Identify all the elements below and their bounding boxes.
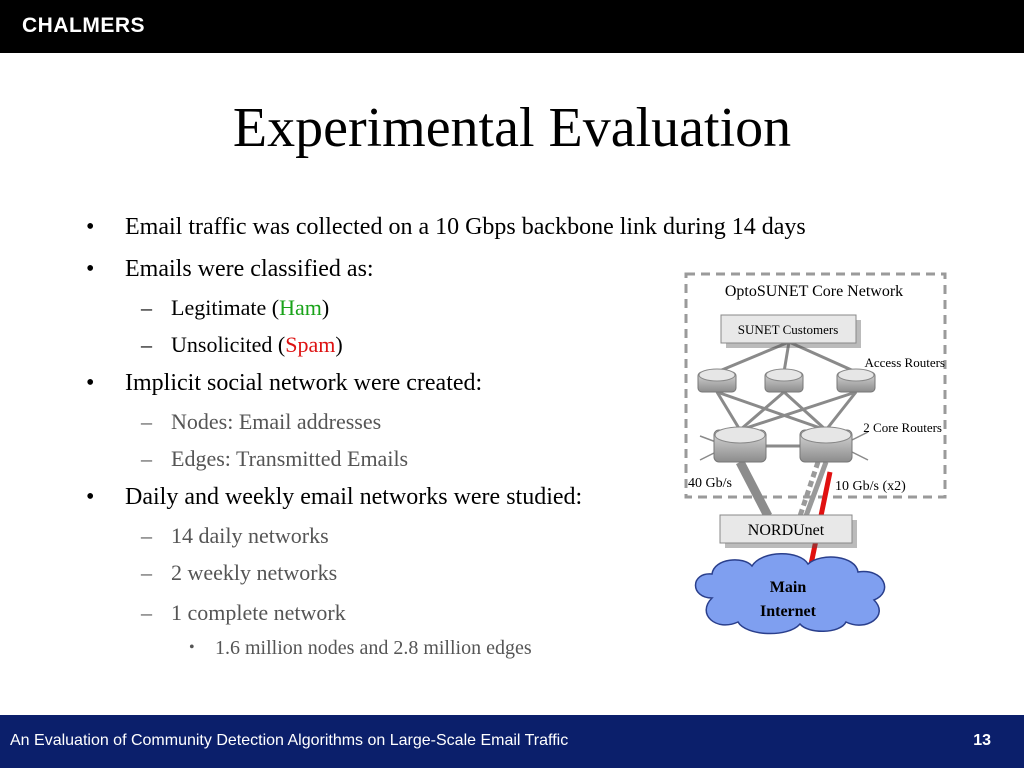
bullet-text: Daily and weekly email networks were studied: [125, 484, 583, 510]
access-router-3 [837, 369, 875, 392]
sub-bullet-dash: – [141, 600, 152, 625]
network-title: OptoSUNET Core Network [724, 283, 904, 300]
bullet-implicit-network [86, 370, 483, 397]
header-bar [0, 0, 1024, 53]
sub-bullet-prefix: Unsolicited ( [171, 332, 286, 357]
access-router-1 [698, 369, 736, 392]
sub-bullet-edges [141, 446, 409, 472]
bullet-email-traffic [86, 214, 806, 241]
sub-bullet-dash: – [141, 446, 152, 471]
sub-bullet-text: Edges: Transmitted Emails [171, 446, 409, 471]
link-10g-label: 10 Gb/s (x2) [835, 479, 906, 494]
bullet-dot: • [86, 370, 95, 396]
nordunet-label: NORDUnet [747, 522, 825, 539]
cloud-label-line1: Main [769, 579, 807, 596]
chalmers-logo: CHALMERS [22, 14, 145, 37]
access-router-2 [765, 369, 803, 392]
sub-bullet-dash: – [141, 295, 152, 320]
bullet-dot: • [189, 639, 195, 656]
sub-bullet-suffix: ) [321, 295, 330, 320]
sub-bullet-nodes [141, 409, 382, 435]
sub-bullet-prefix: Legitimate ( [171, 295, 280, 320]
bullet-classified [86, 256, 374, 283]
sub-bullet-text: 1 complete network [171, 600, 346, 625]
network-diagram [680, 268, 960, 638]
sub-bullet-dash: – [141, 409, 152, 434]
nordunet-box [720, 515, 857, 548]
sub-bullet-complete [141, 600, 346, 626]
sub-bullet-daily [141, 523, 329, 549]
sub-bullet-dash: – [141, 523, 152, 548]
footer-title: An Evaluation of Community Detection Algorithms on Large-Scale Email Traffic [10, 732, 569, 749]
bullet-dot: • [86, 484, 95, 510]
sub-bullet-text: 2 weekly networks [171, 560, 338, 585]
core-routers-label: 2 Core Routers [863, 420, 942, 435]
bullet-dot: • [86, 256, 95, 282]
bullet-text: Implicit social network were created: [125, 370, 483, 396]
sub-bullet-weekly [141, 560, 338, 586]
cloud-label-line2: Internet [760, 603, 816, 620]
core-router-1 [714, 427, 766, 462]
bullet-text: Emails were classified as: [125, 256, 374, 282]
footer-bar [0, 715, 1024, 768]
bullet-daily-weekly [86, 484, 583, 511]
sub-bullet-suffix: ) [335, 332, 343, 357]
sub-bullet-text: Nodes: Email addresses [171, 409, 382, 434]
sub-bullet-dash: – [141, 332, 152, 357]
link-40g-label: 40 Gb/s [688, 476, 732, 491]
bullet-dot: • [86, 214, 95, 240]
access-routers-label: Access Routers [864, 355, 945, 370]
sub-bullet-unsolicited [141, 332, 343, 358]
core-router-2 [800, 427, 852, 462]
spam-label: Spam [285, 332, 336, 357]
sub-bullet-text: 14 daily networks [171, 523, 329, 548]
sub-bullet-legitimate [141, 295, 330, 321]
page-number: 13 [973, 732, 991, 749]
internet-cloud [696, 554, 885, 634]
sunet-customers-box [721, 315, 861, 348]
sub-sub-bullet-size [189, 637, 532, 660]
bullet-text: Email traffic was collected on a 10 Gbps backbone link during 14 days [125, 214, 806, 240]
sub-sub-bullet-text: 1.6 million nodes and 2.8 million edges [215, 637, 532, 659]
sub-bullet-dash: – [141, 560, 152, 585]
ham-label: Ham [279, 295, 322, 320]
slide-title: Experimental Evaluation [232, 97, 792, 159]
sunet-customers-label: SUNET Customers [737, 322, 839, 337]
